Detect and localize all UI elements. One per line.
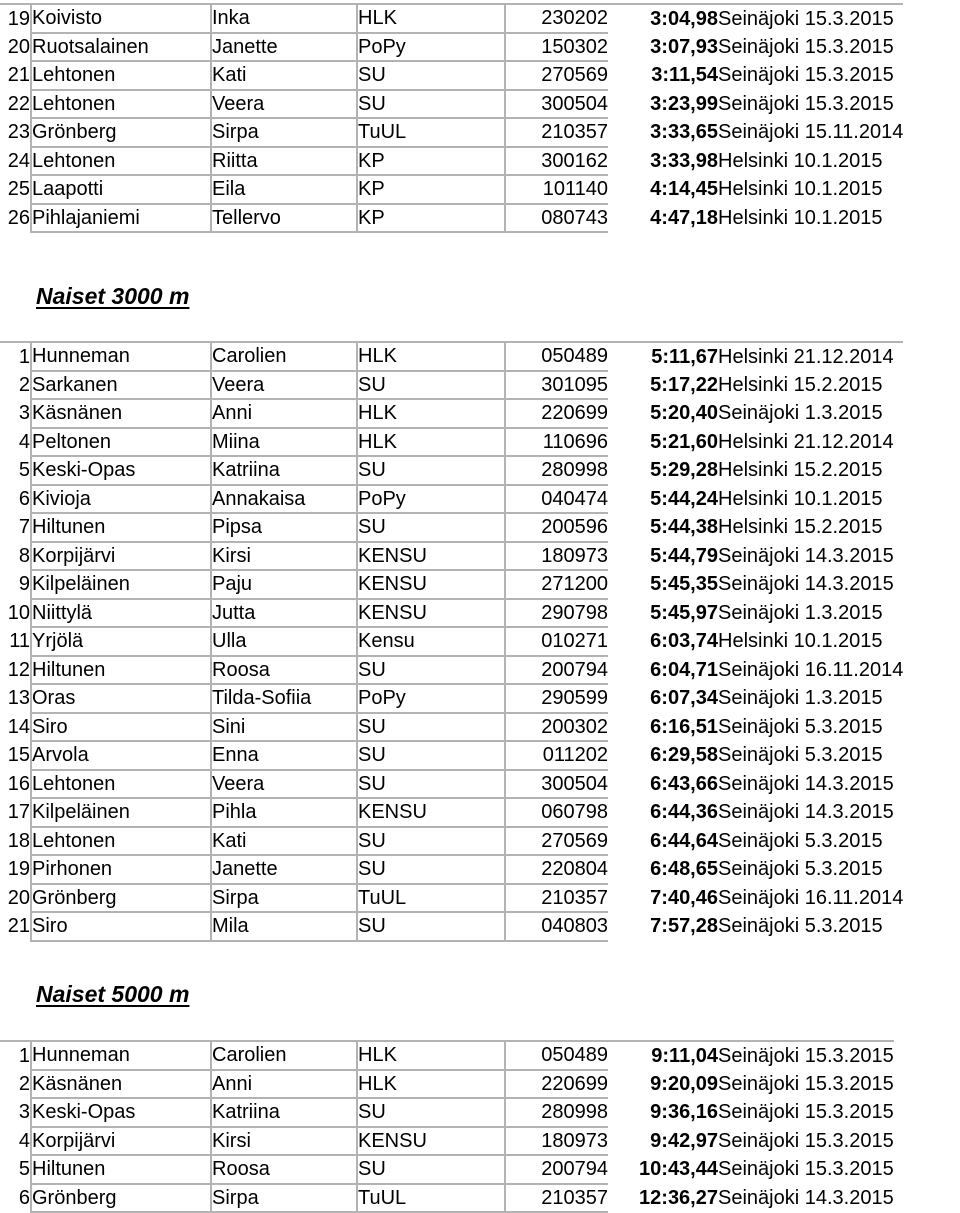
table-row <box>0 827 903 856</box>
venue-date-cell: Helsinki 10.1.2015 <box>718 178 883 201</box>
surname-cell: Siro <box>31 912 211 941</box>
club-cell: SU <box>357 456 505 485</box>
birthdate-cell: 300504 <box>505 770 608 799</box>
result-time-cell: 5:17,22 <box>650 373 718 396</box>
table-row <box>0 1041 894 1070</box>
surname-cell: Lehtonen <box>31 90 211 119</box>
surname-cell: Peltonen <box>31 428 211 457</box>
club-cell: SU <box>357 827 505 856</box>
venue-date-cell: Seinäjoki 15.3.2015 <box>718 92 894 115</box>
rank-cell: 3 <box>18 402 30 425</box>
birthdate-cell: 290798 <box>505 599 608 628</box>
venue-date-cell: Seinäjoki 14.3.2015 <box>718 772 894 795</box>
birthdate-cell: 290599 <box>505 684 608 713</box>
first-name-cell: Miina <box>211 428 357 457</box>
venue-date-cell: Seinäjoki 14.3.2015 <box>718 544 894 567</box>
table-row <box>0 118 903 147</box>
venue-date-cell: Helsinki 10.1.2015 <box>718 206 883 229</box>
venue-date-cell: Seinäjoki 14.3.2015 <box>718 1186 894 1209</box>
result-time-cell: 6:16,51 <box>650 715 718 738</box>
table-row <box>0 912 903 941</box>
table-row <box>0 542 903 571</box>
rank-cell: 20 <box>7 886 30 909</box>
club-cell: KP <box>357 147 505 176</box>
venue-date-cell: Seinäjoki 1.3.2015 <box>718 601 883 624</box>
surname-cell: Lehtonen <box>31 147 211 176</box>
venue-date-cell: Seinäjoki 5.3.2015 <box>718 915 883 938</box>
results-table-top <box>0 3 903 233</box>
result-time-cell: 9:11,04 <box>651 1044 718 1067</box>
first-name-cell: Sirpa <box>211 1184 357 1213</box>
club-cell: KENSU <box>357 542 505 571</box>
rank-cell: 10 <box>7 601 30 624</box>
surname-cell: Hiltunen <box>31 513 211 542</box>
club-cell: PoPy <box>357 684 505 713</box>
club-cell: HLK <box>357 428 505 457</box>
result-time-cell: 5:44,79 <box>650 544 718 567</box>
first-name-cell: Katriina <box>211 456 357 485</box>
section-heading-5000m: Naiset 5000 m <box>36 981 190 1007</box>
surname-cell: Käsnänen <box>31 399 211 428</box>
club-cell: SU <box>357 513 505 542</box>
table-row <box>0 90 903 119</box>
result-time-cell: 3:23,99 <box>650 92 718 115</box>
venue-date-cell: Seinäjoki 15.3.2015 <box>718 7 894 30</box>
first-name-cell: Eila <box>211 175 357 204</box>
surname-cell: Arvola <box>31 741 211 770</box>
table-row <box>0 147 903 176</box>
surname-cell: Sarkanen <box>31 371 211 400</box>
club-cell: SU <box>357 656 505 685</box>
result-time-cell: 3:11,54 <box>651 64 718 87</box>
birthdate-cell: 050489 <box>505 342 608 371</box>
results-table-3000m <box>0 341 903 942</box>
club-cell: KP <box>357 204 505 233</box>
birthdate-cell: 200302 <box>505 713 608 742</box>
venue-date-cell: Seinäjoki 15.3.2015 <box>718 35 894 58</box>
rank-cell: 26 <box>7 206 30 229</box>
result-time-cell: 10:43,44 <box>639 1158 718 1181</box>
rank-cell: 18 <box>7 829 30 852</box>
table-row <box>0 456 903 485</box>
table-row <box>0 599 903 628</box>
club-cell: SU <box>357 61 505 90</box>
birthdate-cell: 300162 <box>505 147 608 176</box>
first-name-cell: Inka <box>211 4 357 33</box>
venue-date-cell: Helsinki 10.1.2015 <box>718 149 883 172</box>
table-row <box>0 627 903 656</box>
venue-date-cell: Seinäjoki 1.3.2015 <box>718 687 883 710</box>
table-row <box>0 713 903 742</box>
club-cell: PoPy <box>357 33 505 62</box>
surname-cell: Kivioja <box>31 485 211 514</box>
rank-cell: 15 <box>7 744 30 767</box>
first-name-cell: Paju <box>211 570 357 599</box>
rank-cell: 21 <box>7 64 30 87</box>
surname-cell: Hunneman <box>31 342 211 371</box>
result-time-cell: 4:47,18 <box>650 206 718 229</box>
result-time-cell: 3:33,98 <box>650 149 718 172</box>
birthdate-cell: 270569 <box>505 61 608 90</box>
birthdate-cell: 220804 <box>505 855 608 884</box>
result-time-cell: 5:44,24 <box>650 487 718 510</box>
result-time-cell: 6:07,34 <box>650 687 718 710</box>
table-row <box>0 1070 894 1099</box>
club-cell: SU <box>357 1098 505 1127</box>
birthdate-cell: 271200 <box>505 570 608 599</box>
club-cell: SU <box>357 741 505 770</box>
results-section-5000m <box>0 1040 960 1213</box>
surname-cell: Hiltunen <box>31 1155 211 1184</box>
venue-date-cell: Seinäjoki 15.3.2015 <box>718 1158 894 1181</box>
first-name-cell: Jutta <box>211 599 357 628</box>
table-row <box>0 204 903 233</box>
first-name-cell: Roosa <box>211 1155 357 1184</box>
surname-cell: Lehtonen <box>31 770 211 799</box>
section-heading-3000m: Naiset 3000 m <box>36 283 190 309</box>
result-time-cell: 5:45,97 <box>650 601 718 624</box>
rank-cell: 6 <box>18 1186 30 1209</box>
club-cell: TuUL <box>357 884 505 913</box>
venue-date-cell: Seinäjoki 15.3.2015 <box>718 1101 894 1124</box>
table-row <box>0 1155 894 1184</box>
surname-cell: Yrjölä <box>31 627 211 656</box>
surname-cell: Grönberg <box>31 1184 211 1213</box>
first-name-cell: Veera <box>211 770 357 799</box>
birthdate-cell: 301095 <box>505 371 608 400</box>
birthdate-cell: 040803 <box>505 912 608 941</box>
birthdate-cell: 210357 <box>505 884 608 913</box>
club-cell: TuUL <box>357 1184 505 1213</box>
result-time-cell: 5:21,60 <box>650 430 718 453</box>
rank-cell: 24 <box>7 149 30 172</box>
table-row <box>0 33 903 62</box>
table-row <box>0 798 903 827</box>
result-time-cell: 4:14,45 <box>650 178 718 201</box>
birthdate-cell: 210357 <box>505 1184 608 1213</box>
surname-cell: Siro <box>31 713 211 742</box>
surname-cell: Hunneman <box>31 1041 211 1070</box>
birthdate-cell: 280998 <box>505 1098 608 1127</box>
table-row <box>0 855 903 884</box>
venue-date-cell: Seinäjoki 5.3.2015 <box>718 715 883 738</box>
club-cell: SU <box>357 855 505 884</box>
first-name-cell: Pipsa <box>211 513 357 542</box>
first-name-cell: Ulla <box>211 627 357 656</box>
result-time-cell: 9:20,09 <box>650 1072 718 1095</box>
birthdate-cell: 200794 <box>505 656 608 685</box>
surname-cell: Keski-Opas <box>31 456 211 485</box>
club-cell: KP <box>357 175 505 204</box>
table-row <box>0 1127 894 1156</box>
venue-date-cell: Helsinki 21.12.2014 <box>718 430 894 453</box>
result-time-cell: 6:44,64 <box>650 829 718 852</box>
venue-date-cell: Seinäjoki 15.3.2015 <box>718 1129 894 1152</box>
venue-date-cell: Seinäjoki 15.3.2015 <box>718 64 894 87</box>
surname-cell: Niittylä <box>31 599 211 628</box>
club-cell: SU <box>357 90 505 119</box>
surname-cell: Kilpeläinen <box>31 798 211 827</box>
birthdate-cell: 101140 <box>505 175 608 204</box>
result-time-cell: 6:03,74 <box>650 630 718 653</box>
first-name-cell: Tellervo <box>211 204 357 233</box>
rank-cell: 17 <box>7 801 30 824</box>
surname-cell: Käsnänen <box>31 1070 211 1099</box>
first-name-cell: Anni <box>211 1070 357 1099</box>
first-name-cell: Pihla <box>211 798 357 827</box>
venue-date-cell: Seinäjoki 16.11.2014 <box>718 658 904 681</box>
result-time-cell: 6:04,71 <box>650 658 718 681</box>
rank-cell: 4 <box>18 1129 30 1152</box>
first-name-cell: Janette <box>211 33 357 62</box>
first-name-cell: Annakaisa <box>211 485 357 514</box>
surname-cell: Lehtonen <box>31 827 211 856</box>
birthdate-cell: 040474 <box>505 485 608 514</box>
birthdate-cell: 200596 <box>505 513 608 542</box>
table-row <box>0 4 903 33</box>
first-name-cell: Kati <box>211 61 357 90</box>
rank-cell: 14 <box>7 715 30 738</box>
result-time-cell: 9:42,97 <box>650 1129 718 1152</box>
table-row <box>0 371 903 400</box>
venue-date-cell: Helsinki 15.2.2015 <box>718 516 883 539</box>
venue-date-cell: Seinäjoki 1.3.2015 <box>718 402 883 425</box>
table-row <box>0 399 903 428</box>
rank-cell: 16 <box>7 772 30 795</box>
club-cell: KENSU <box>357 570 505 599</box>
birthdate-cell: 210357 <box>505 118 608 147</box>
birthdate-cell: 011202 <box>505 741 608 770</box>
surname-cell: Grönberg <box>31 118 211 147</box>
birthdate-cell: 050489 <box>505 1041 608 1070</box>
result-time-cell: 5:20,40 <box>650 402 718 425</box>
venue-date-cell: Helsinki 15.2.2015 <box>718 373 883 396</box>
birthdate-cell: 220699 <box>505 399 608 428</box>
results-table-5000m <box>0 1040 894 1213</box>
surname-cell: Korpijärvi <box>31 542 211 571</box>
results-section-3000m <box>0 341 960 942</box>
first-name-cell: Katriina <box>211 1098 357 1127</box>
first-name-cell: Veera <box>211 371 357 400</box>
first-name-cell: Roosa <box>211 656 357 685</box>
venue-date-cell: Seinäjoki 15.3.2015 <box>718 1072 894 1095</box>
result-time-cell: 6:48,65 <box>650 858 718 881</box>
first-name-cell: Sini <box>211 713 357 742</box>
surname-cell: Ruotsalainen <box>31 33 211 62</box>
first-name-cell: Enna <box>211 741 357 770</box>
first-name-cell: Riitta <box>211 147 357 176</box>
rank-cell: 8 <box>18 544 30 567</box>
birthdate-cell: 270569 <box>505 827 608 856</box>
club-cell: HLK <box>357 399 505 428</box>
table-row <box>0 741 903 770</box>
first-name-cell: Kirsi <box>211 542 357 571</box>
first-name-cell: Carolien <box>211 1041 357 1070</box>
club-cell: KENSU <box>357 798 505 827</box>
birthdate-cell: 300504 <box>505 90 608 119</box>
result-time-cell: 5:29,28 <box>650 459 718 482</box>
result-time-cell: 7:57,28 <box>650 915 718 938</box>
table-row <box>0 570 903 599</box>
venue-date-cell: Seinäjoki 16.11.2014 <box>718 886 904 909</box>
rank-cell: 1 <box>18 1044 30 1067</box>
first-name-cell: Kirsi <box>211 1127 357 1156</box>
surname-cell: Korpijärvi <box>31 1127 211 1156</box>
surname-cell: Pihlajaniemi <box>31 204 211 233</box>
first-name-cell: Veera <box>211 90 357 119</box>
rank-cell: 23 <box>7 121 30 144</box>
venue-date-cell: Seinäjoki 15.3.2015 <box>718 1044 894 1067</box>
table-row <box>0 485 903 514</box>
result-time-cell: 5:44,38 <box>650 516 718 539</box>
birthdate-cell: 180973 <box>505 542 608 571</box>
club-cell: SU <box>357 770 505 799</box>
surname-cell: Keski-Opas <box>31 1098 211 1127</box>
first-name-cell: Carolien <box>211 342 357 371</box>
rank-cell: 5 <box>18 1158 30 1181</box>
rank-cell: 2 <box>18 373 30 396</box>
first-name-cell: Anni <box>211 399 357 428</box>
surname-cell: Laapotti <box>31 175 211 204</box>
club-cell: SU <box>357 912 505 941</box>
birthdate-cell: 180973 <box>505 1127 608 1156</box>
birthdate-cell: 280998 <box>505 456 608 485</box>
club-cell: HLK <box>357 342 505 371</box>
first-name-cell: Sirpa <box>211 118 357 147</box>
table-row <box>0 513 903 542</box>
venue-date-cell: Seinäjoki 15.11.2014 <box>718 121 904 144</box>
result-time-cell: 5:11,67 <box>651 345 718 368</box>
result-time-cell: 6:43,66 <box>650 772 718 795</box>
table-row <box>0 175 903 204</box>
club-cell: HLK <box>357 4 505 33</box>
results-section-top <box>0 3 960 233</box>
club-cell: KENSU <box>357 599 505 628</box>
result-time-cell: 12:36,27 <box>639 1186 718 1209</box>
surname-cell: Koivisto <box>31 4 211 33</box>
venue-date-cell: Seinäjoki 5.3.2015 <box>718 744 883 767</box>
first-name-cell: Tilda-Sofiia <box>211 684 357 713</box>
first-name-cell: Sirpa <box>211 884 357 913</box>
venue-date-cell: Seinäjoki 14.3.2015 <box>718 801 894 824</box>
birthdate-cell: 080743 <box>505 204 608 233</box>
table-row <box>0 61 903 90</box>
venue-date-cell: Helsinki 10.1.2015 <box>718 487 883 510</box>
table-row <box>0 884 903 913</box>
club-cell: Kensu <box>357 627 505 656</box>
rank-cell: 5 <box>18 459 30 482</box>
club-cell: PoPy <box>357 485 505 514</box>
venue-date-cell: Seinäjoki 5.3.2015 <box>718 829 883 852</box>
result-time-cell: 6:29,58 <box>650 744 718 767</box>
result-time-cell: 7:40,46 <box>650 886 718 909</box>
rank-cell: 6 <box>18 487 30 510</box>
surname-cell: Kilpeläinen <box>31 570 211 599</box>
surname-cell: Grönberg <box>31 884 211 913</box>
table-row <box>0 342 903 371</box>
first-name-cell: Mila <box>211 912 357 941</box>
venue-date-cell: Helsinki 21.12.2014 <box>718 345 894 368</box>
birthdate-cell: 150302 <box>505 33 608 62</box>
rank-cell: 4 <box>18 430 30 453</box>
surname-cell: Hiltunen <box>31 656 211 685</box>
club-cell: SU <box>357 371 505 400</box>
venue-date-cell: Seinäjoki 14.3.2015 <box>718 573 894 596</box>
table-row <box>0 656 903 685</box>
club-cell: HLK <box>357 1070 505 1099</box>
rank-cell: 22 <box>7 92 30 115</box>
rank-cell: 12 <box>7 658 30 681</box>
result-time-cell: 3:04,98 <box>650 7 718 30</box>
result-time-cell: 3:33,65 <box>650 121 718 144</box>
surname-cell: Lehtonen <box>31 61 211 90</box>
rank-cell: 11 <box>9 630 30 653</box>
first-name-cell: Kati <box>211 827 357 856</box>
rank-cell: 9 <box>18 573 30 596</box>
surname-cell: Oras <box>31 684 211 713</box>
table-row <box>0 428 903 457</box>
table-row <box>0 1098 894 1127</box>
table-row <box>0 770 903 799</box>
venue-date-cell: Seinäjoki 5.3.2015 <box>718 858 883 881</box>
rank-cell: 7 <box>18 516 30 539</box>
birthdate-cell: 110696 <box>505 428 608 457</box>
birthdate-cell: 060798 <box>505 798 608 827</box>
rank-cell: 2 <box>18 1072 30 1095</box>
club-cell: TuUL <box>357 118 505 147</box>
first-name-cell: Janette <box>211 855 357 884</box>
birthdate-cell: 200794 <box>505 1155 608 1184</box>
result-time-cell: 9:36,16 <box>650 1101 718 1124</box>
rank-cell: 13 <box>7 687 30 710</box>
venue-date-cell: Helsinki 15.2.2015 <box>718 459 883 482</box>
rank-cell: 25 <box>7 178 30 201</box>
birthdate-cell: 010271 <box>505 627 608 656</box>
club-cell: SU <box>357 713 505 742</box>
table-row <box>0 684 903 713</box>
club-cell: KENSU <box>357 1127 505 1156</box>
rank-cell: 3 <box>18 1101 30 1124</box>
rank-cell: 1 <box>18 345 30 368</box>
result-time-cell: 5:45,35 <box>650 573 718 596</box>
club-cell: SU <box>357 1155 505 1184</box>
birthdate-cell: 220699 <box>505 1070 608 1099</box>
rank-cell: 21 <box>7 915 30 938</box>
venue-date-cell: Helsinki 10.1.2015 <box>718 630 883 653</box>
result-time-cell: 6:44,36 <box>650 801 718 824</box>
club-cell: HLK <box>357 1041 505 1070</box>
result-time-cell: 3:07,93 <box>650 35 718 58</box>
rank-cell: 19 <box>7 7 30 30</box>
surname-cell: Pirhonen <box>31 855 211 884</box>
rank-cell: 20 <box>7 35 30 58</box>
rank-cell: 19 <box>7 858 30 881</box>
birthdate-cell: 230202 <box>505 4 608 33</box>
